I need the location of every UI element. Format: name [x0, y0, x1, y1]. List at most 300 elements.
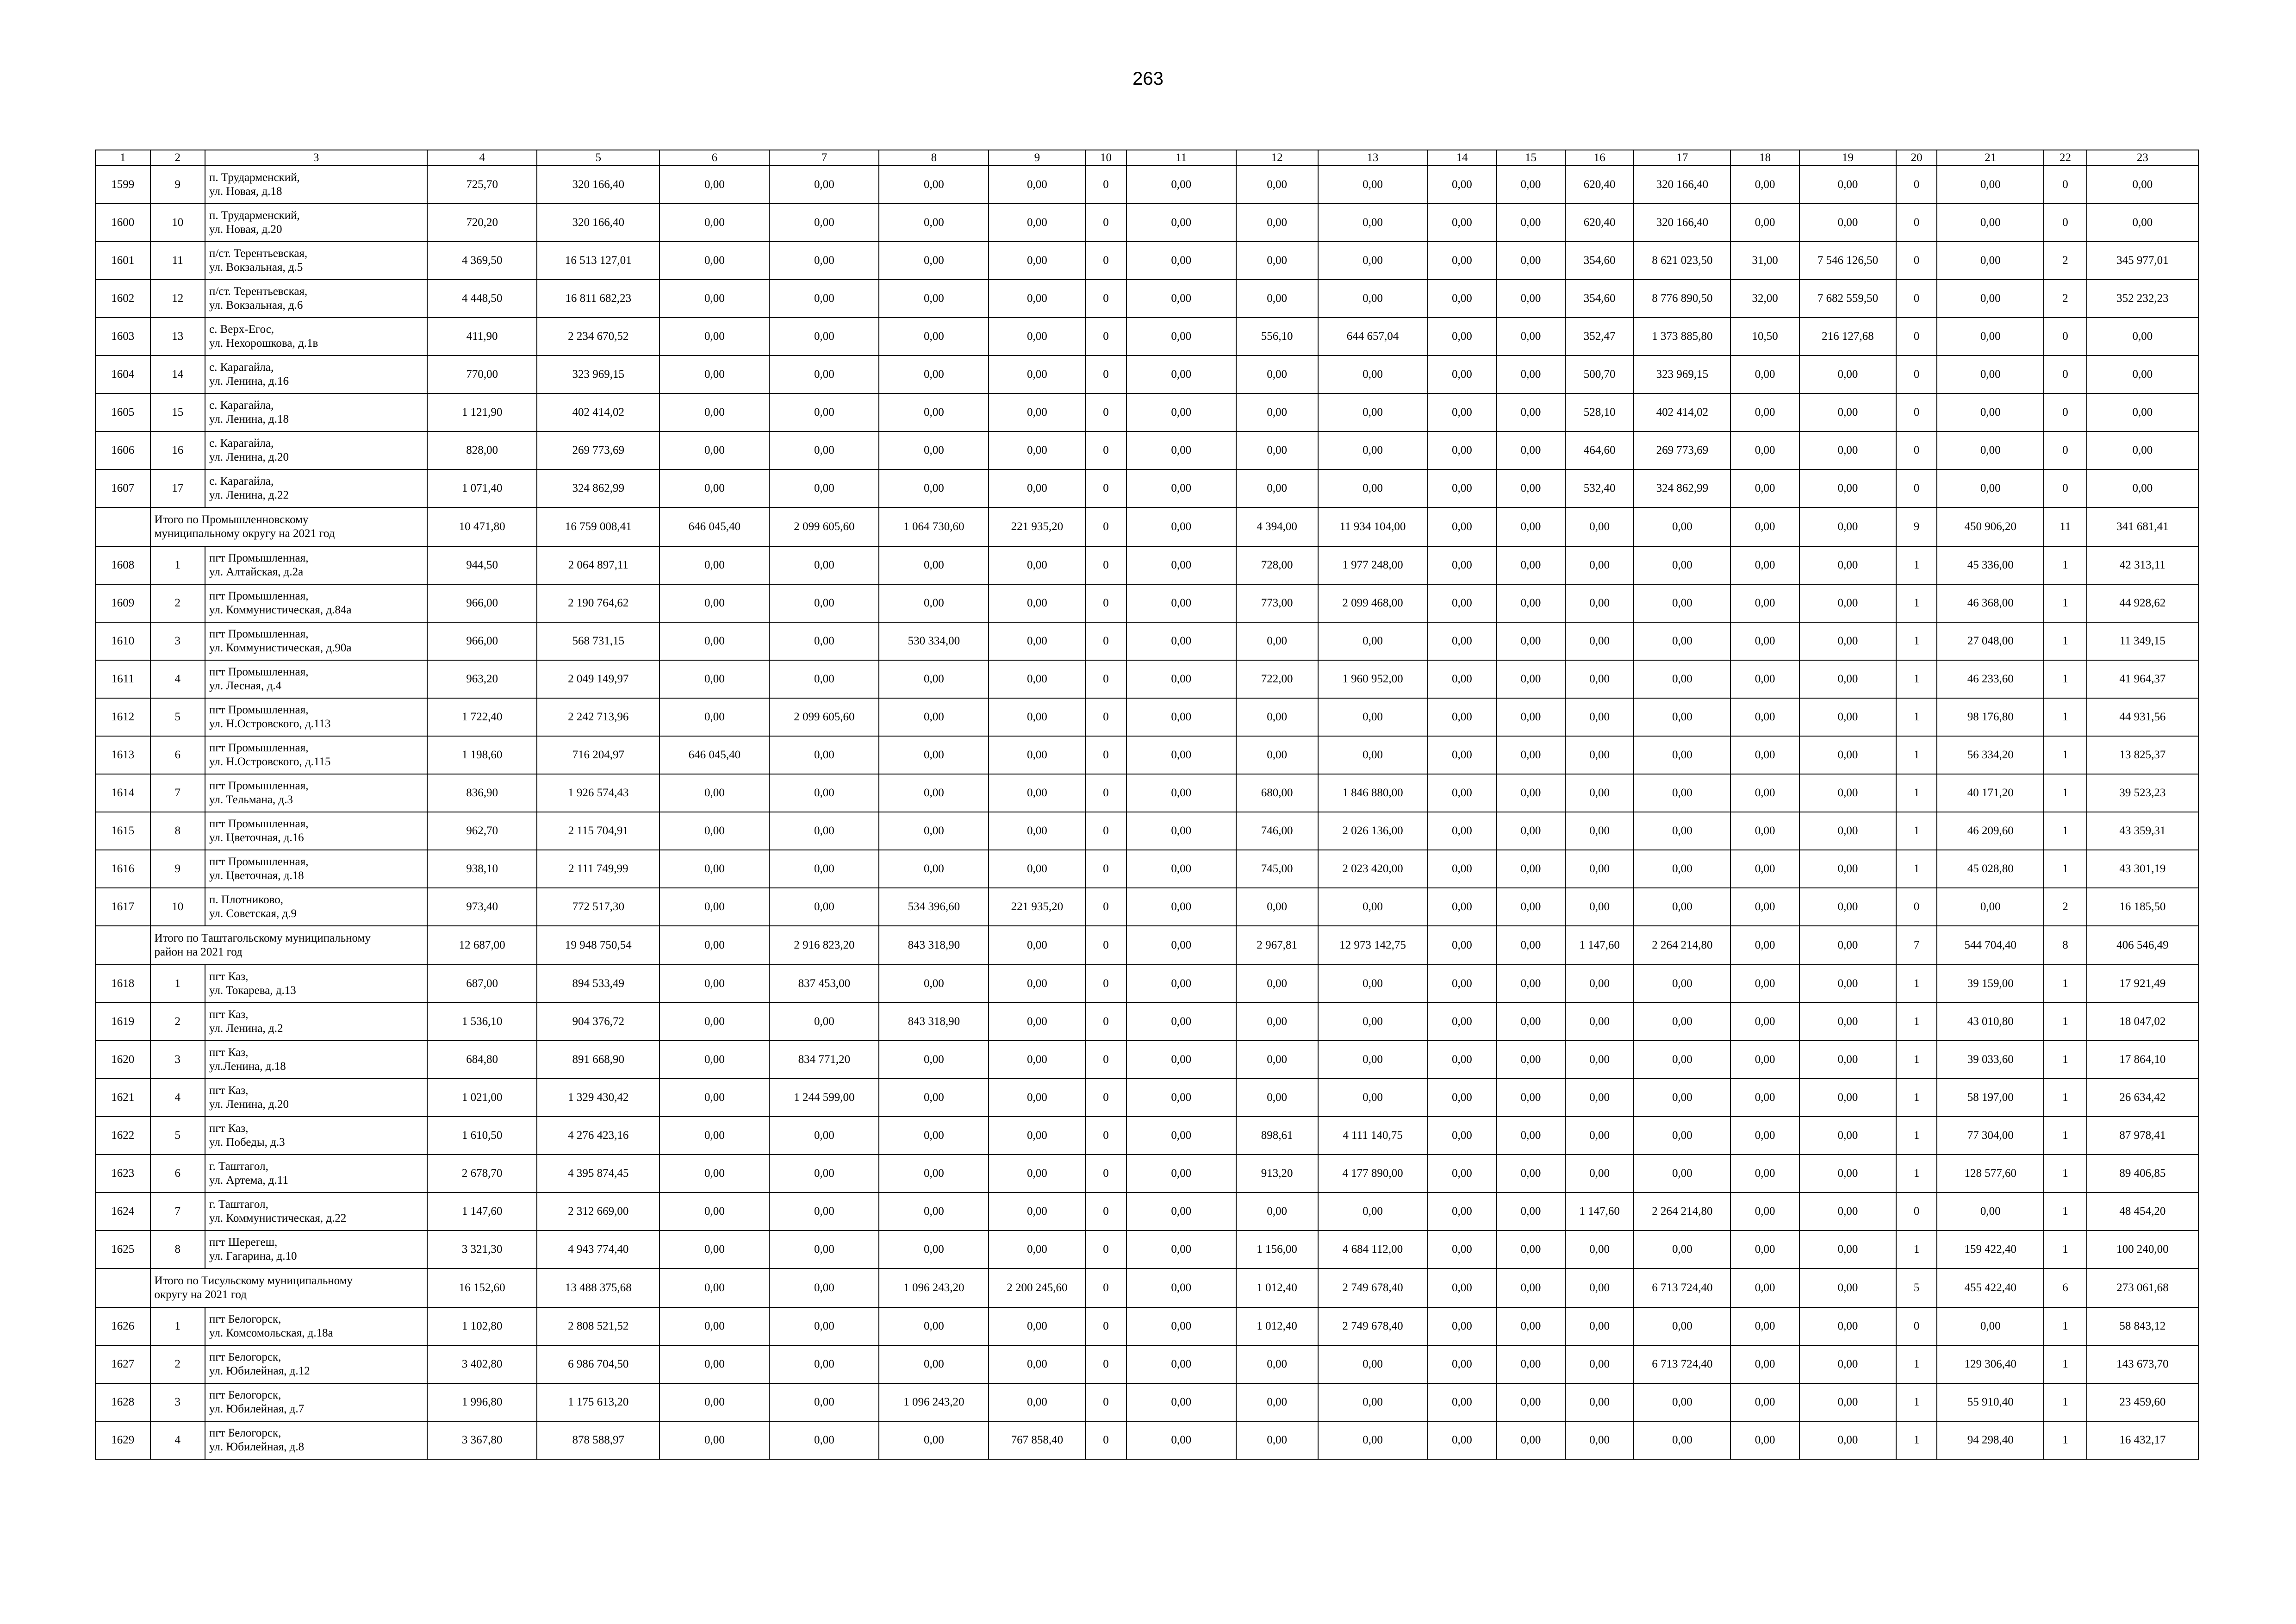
row-number-cell: 16: [150, 431, 205, 469]
address-street: ул. Победы, д.3: [209, 1136, 285, 1149]
column-number-header: 3: [205, 150, 427, 166]
value-cell: 0,00: [879, 1193, 989, 1230]
value-cell: 0,00: [1496, 1003, 1565, 1041]
value-cell: 0,00: [1634, 622, 1730, 660]
value-cell: 42 313,11: [2087, 546, 2198, 584]
column-number-header: 12: [1236, 150, 1318, 166]
value-cell: 0,00: [1496, 507, 1565, 546]
value-cell: 0,00: [989, 850, 1085, 888]
value-cell: 2 264 214,80: [1634, 1193, 1730, 1230]
address-locality: п. Плотниково,: [209, 893, 284, 906]
value-cell: 0,00: [1428, 318, 1497, 356]
address-cell: [205, 469, 427, 507]
value-cell: 0,00: [660, 318, 769, 356]
row-number-cell: 3: [150, 1041, 205, 1079]
value-cell: 0,00: [1730, 584, 1799, 622]
value-cell: 0,00: [1799, 850, 1896, 888]
value-cell: 0,00: [1496, 1421, 1565, 1459]
value-cell: 9: [1896, 507, 1937, 546]
value-cell: 1: [1896, 698, 1937, 736]
value-cell: 836,90: [427, 774, 537, 812]
address-cell: [205, 812, 427, 850]
value-cell: 0: [1085, 926, 1126, 965]
row-id-cell: 1624: [95, 1193, 150, 1230]
value-cell: 1: [2044, 736, 2086, 774]
value-cell: 0,00: [1236, 394, 1318, 431]
value-cell: 3 367,80: [427, 1421, 537, 1459]
value-cell: 0,00: [769, 204, 879, 242]
value-cell: 0,00: [769, 280, 879, 318]
value-cell: 0,00: [1799, 394, 1896, 431]
subtotal-empty-cell: [95, 926, 150, 965]
value-cell: 0,00: [1937, 469, 2044, 507]
value-cell: 0,00: [1126, 926, 1236, 965]
value-cell: 2: [2044, 280, 2086, 318]
value-cell: 0,00: [1730, 660, 1799, 698]
subtotal-label: [150, 926, 428, 965]
value-cell: 716 204,97: [537, 736, 660, 774]
value-cell: 4 448,50: [427, 280, 537, 318]
address-cell: [205, 774, 427, 812]
value-cell: 0,00: [989, 584, 1085, 622]
address-street: ул. Коммунистическая, д.22: [209, 1212, 347, 1224]
table-row: [95, 280, 2198, 318]
value-cell: 0,00: [1126, 736, 1236, 774]
table-row: [95, 1041, 2198, 1079]
value-cell: 39 159,00: [1937, 965, 2044, 1003]
value-cell: 0,00: [1496, 356, 1565, 394]
value-cell: 0,00: [1937, 1193, 2044, 1230]
table-row: [95, 774, 2198, 812]
value-cell: 0,00: [1799, 812, 1896, 850]
value-cell: 7: [1896, 926, 1937, 965]
value-cell: 0: [1085, 356, 1126, 394]
value-cell: 0,00: [1730, 850, 1799, 888]
value-cell: 0,00: [1318, 1003, 1428, 1041]
value-cell: 0,00: [989, 1003, 1085, 1041]
table-row: [95, 1117, 2198, 1155]
value-cell: 0: [1085, 1155, 1126, 1193]
address-locality: пгт Промышленная,: [209, 590, 309, 602]
value-cell: 0,00: [1565, 660, 1634, 698]
value-cell: 898,61: [1236, 1117, 1318, 1155]
value-cell: 0,00: [1496, 965, 1565, 1003]
value-cell: 620,40: [1565, 166, 1634, 204]
value-cell: 0: [2044, 204, 2086, 242]
value-cell: 0: [2044, 469, 2086, 507]
value-cell: 0,00: [1799, 166, 1896, 204]
value-cell: 0: [1085, 394, 1126, 431]
value-cell: 0,00: [1937, 280, 2044, 318]
value-cell: 0,00: [1318, 280, 1428, 318]
value-cell: 1: [1896, 622, 1937, 660]
column-number-header: 17: [1634, 150, 1730, 166]
address-cell: [205, 1345, 427, 1383]
table-row: [95, 1383, 2198, 1421]
value-cell: 687,00: [427, 965, 537, 1003]
value-cell: 0,00: [1428, 774, 1497, 812]
value-cell: 0,00: [1126, 1421, 1236, 1459]
value-cell: 0,00: [1799, 584, 1896, 622]
value-cell: 0,00: [1634, 1307, 1730, 1345]
row-id-cell: 1619: [95, 1003, 150, 1041]
value-cell: 0,00: [1496, 204, 1565, 242]
value-cell: 0,00: [1496, 736, 1565, 774]
column-number-header: 9: [989, 150, 1085, 166]
value-cell: 0,00: [769, 736, 879, 774]
value-cell: 1 064 730,60: [879, 507, 989, 546]
value-cell: 4 395 874,45: [537, 1155, 660, 1193]
value-cell: 620,40: [1565, 204, 1634, 242]
value-cell: 0,00: [2087, 431, 2198, 469]
value-cell: 11: [2044, 507, 2086, 546]
value-cell: 0,00: [989, 1345, 1085, 1383]
value-cell: 0: [2044, 431, 2086, 469]
table-row: [95, 356, 2198, 394]
value-cell: 0,00: [1634, 584, 1730, 622]
value-cell: 46 368,00: [1937, 584, 2044, 622]
value-cell: 6 713 724,40: [1634, 1268, 1730, 1307]
value-cell: 0,00: [1730, 166, 1799, 204]
address-cell: [205, 660, 427, 698]
row-id-cell: 1603: [95, 318, 150, 356]
value-cell: 0,00: [1730, 1383, 1799, 1421]
value-cell: 87 978,41: [2087, 1117, 2198, 1155]
column-number-header: 15: [1496, 150, 1565, 166]
value-cell: 18 047,02: [2087, 1003, 2198, 1041]
value-cell: 0,00: [1428, 507, 1497, 546]
value-cell: 0,00: [1496, 166, 1565, 204]
value-cell: 11 349,15: [2087, 622, 2198, 660]
row-id-cell: 1626: [95, 1307, 150, 1345]
value-cell: 56 334,20: [1937, 736, 2044, 774]
value-cell: 0,00: [1496, 774, 1565, 812]
value-cell: 0,00: [1318, 736, 1428, 774]
value-cell: 0: [1085, 584, 1126, 622]
value-cell: 0,00: [769, 546, 879, 584]
value-cell: 2 190 764,62: [537, 584, 660, 622]
value-cell: 0,00: [1799, 1079, 1896, 1117]
value-cell: 0: [1085, 812, 1126, 850]
row-number-cell: 10: [150, 204, 205, 242]
value-cell: 0,00: [769, 1383, 879, 1421]
subtotal-empty-cell: [95, 507, 150, 546]
value-cell: 938,10: [427, 850, 537, 888]
value-cell: 0: [1896, 431, 1937, 469]
value-cell: 27 048,00: [1937, 622, 2044, 660]
value-cell: 0,00: [1730, 965, 1799, 1003]
value-cell: 2: [2044, 242, 2086, 280]
value-cell: 0,00: [989, 1230, 1085, 1268]
value-cell: 2 967,81: [1236, 926, 1318, 965]
value-cell: 0,00: [1730, 546, 1799, 584]
value-cell: 0,00: [1799, 965, 1896, 1003]
value-cell: 0,00: [2087, 318, 2198, 356]
value-cell: 0,00: [989, 280, 1085, 318]
value-cell: 0: [1085, 774, 1126, 812]
value-cell: 1 198,60: [427, 736, 537, 774]
value-cell: 0,00: [879, 584, 989, 622]
value-cell: 0,00: [1126, 1307, 1236, 1345]
value-cell: 1: [1896, 1383, 1937, 1421]
value-cell: 0,00: [1730, 622, 1799, 660]
value-cell: 646 045,40: [660, 507, 769, 546]
value-cell: 0,00: [1565, 1268, 1634, 1307]
value-cell: 843 318,90: [879, 1003, 989, 1041]
value-cell: 0,00: [1730, 1345, 1799, 1383]
value-cell: 0,00: [989, 698, 1085, 736]
value-cell: 0,00: [1634, 660, 1730, 698]
row-id-cell: 1613: [95, 736, 150, 774]
value-cell: 0,00: [1428, 888, 1497, 926]
address-locality: пгт Каз,: [209, 1008, 249, 1021]
value-cell: 0,00: [769, 622, 879, 660]
value-cell: 0,00: [879, 812, 989, 850]
value-cell: 4 684 112,00: [1318, 1230, 1428, 1268]
value-cell: 1 996,80: [427, 1383, 537, 1421]
value-cell: 94 298,40: [1937, 1421, 2044, 1459]
value-cell: 0,00: [1496, 850, 1565, 888]
value-cell: 0,00: [660, 1155, 769, 1193]
value-cell: 0,00: [1428, 546, 1497, 584]
table-row: [95, 850, 2198, 888]
value-cell: 1 156,00: [1236, 1230, 1318, 1268]
value-cell: 0,00: [989, 1155, 1085, 1193]
value-cell: 269 773,69: [1634, 431, 1730, 469]
value-cell: 0,00: [1634, 1230, 1730, 1268]
value-cell: 834 771,20: [769, 1041, 879, 1079]
value-cell: 2 200 245,60: [989, 1268, 1085, 1307]
subtotal-label: [150, 507, 428, 546]
value-cell: 0,00: [1799, 1345, 1896, 1383]
value-cell: 0,00: [1236, 1193, 1318, 1230]
value-cell: 530 334,00: [879, 622, 989, 660]
row-id-cell: 1599: [95, 166, 150, 204]
address-locality: с. Карагайла,: [209, 475, 274, 487]
value-cell: 6 713 724,40: [1634, 1345, 1730, 1383]
column-number-header: 18: [1730, 150, 1799, 166]
value-cell: 0,00: [660, 660, 769, 698]
column-number-header-row: [95, 150, 2198, 166]
value-cell: 0: [1085, 1003, 1126, 1041]
value-cell: 0,00: [1428, 622, 1497, 660]
value-cell: 0,00: [1565, 507, 1634, 546]
value-cell: 1 373 885,80: [1634, 318, 1730, 356]
value-cell: 0,00: [1799, 546, 1896, 584]
value-cell: 0,00: [1634, 1117, 1730, 1155]
value-cell: 4 111 140,75: [1318, 1117, 1428, 1155]
value-cell: 966,00: [427, 584, 537, 622]
value-cell: 0,00: [1634, 1041, 1730, 1079]
value-cell: 0,00: [879, 1117, 989, 1155]
address-cell: [205, 1307, 427, 1345]
value-cell: 0,00: [2087, 166, 2198, 204]
value-cell: 0,00: [1496, 242, 1565, 280]
value-cell: 1 121,90: [427, 394, 537, 431]
value-cell: 1: [1896, 1003, 1937, 1041]
value-cell: 0,00: [1428, 1003, 1497, 1041]
value-cell: 0,00: [1428, 1307, 1497, 1345]
value-cell: 680,00: [1236, 774, 1318, 812]
subtotal-label-line: Итого по Тисульскому муниципальному: [154, 1274, 353, 1287]
value-cell: 0,00: [1937, 356, 2044, 394]
value-cell: 0,00: [1799, 698, 1896, 736]
value-cell: 221 935,20: [989, 507, 1085, 546]
table-row: [95, 1079, 2198, 1117]
subtotal-label-line: Итого по Таштагольскому муниципальному: [154, 932, 371, 944]
subtotal-row: [95, 1268, 2198, 1307]
value-cell: 0,00: [1428, 660, 1497, 698]
value-cell: 0,00: [1634, 774, 1730, 812]
value-cell: 0: [1896, 166, 1937, 204]
value-cell: 2 749 678,40: [1318, 1307, 1428, 1345]
value-cell: 0,00: [1496, 1155, 1565, 1193]
value-cell: 0: [2044, 394, 2086, 431]
value-cell: 0,00: [1565, 1307, 1634, 1345]
value-cell: 1: [2044, 812, 2086, 850]
value-cell: 0,00: [1730, 1193, 1799, 1230]
value-cell: 0,00: [1318, 622, 1428, 660]
value-cell: 0,00: [660, 698, 769, 736]
row-number-cell: 5: [150, 1117, 205, 1155]
address-locality: с. Карагайла,: [209, 361, 274, 374]
value-cell: 352 232,23: [2087, 280, 2198, 318]
value-cell: 0,00: [660, 1307, 769, 1345]
value-cell: 1 329 430,42: [537, 1079, 660, 1117]
value-cell: 0,00: [1634, 888, 1730, 926]
value-cell: 10,50: [1730, 318, 1799, 356]
value-cell: 0,00: [1428, 280, 1497, 318]
value-cell: 0,00: [660, 469, 769, 507]
value-cell: 0,00: [879, 965, 989, 1003]
value-cell: 0,00: [1799, 1193, 1896, 1230]
value-cell: 0,00: [1634, 698, 1730, 736]
address-cell: [205, 850, 427, 888]
value-cell: 0,00: [1565, 1230, 1634, 1268]
value-cell: 725,70: [427, 166, 537, 204]
value-cell: 0,00: [1565, 584, 1634, 622]
value-cell: 0,00: [769, 1003, 879, 1041]
value-cell: 16 432,17: [2087, 1421, 2198, 1459]
value-cell: 0,00: [1634, 1155, 1730, 1193]
value-cell: 0,00: [1428, 394, 1497, 431]
value-cell: 0,00: [769, 431, 879, 469]
value-cell: 1: [1896, 1117, 1937, 1155]
address-locality: пгт Белогорск,: [209, 1427, 281, 1439]
address-locality: п/ст. Терентьевская,: [209, 285, 308, 298]
table-row: [95, 965, 2198, 1003]
value-cell: 0,00: [1634, 1079, 1730, 1117]
value-cell: 0,00: [1730, 1079, 1799, 1117]
value-cell: 0,00: [769, 356, 879, 394]
value-cell: 0,00: [879, 698, 989, 736]
value-cell: 0,00: [1126, 546, 1236, 584]
address-street: ул. Ленина, д.2: [209, 1022, 283, 1035]
value-cell: 1 926 574,43: [537, 774, 660, 812]
value-cell: 0: [1085, 546, 1126, 584]
table-row: [95, 660, 2198, 698]
value-cell: 0,00: [1799, 507, 1896, 546]
value-cell: 4 276 423,16: [537, 1117, 660, 1155]
value-cell: 2 264 214,80: [1634, 926, 1730, 965]
value-cell: 0,00: [1318, 888, 1428, 926]
value-cell: 745,00: [1236, 850, 1318, 888]
value-cell: 1: [2044, 1117, 2086, 1155]
row-number-cell: 10: [150, 888, 205, 926]
value-cell: 16 513 127,01: [537, 242, 660, 280]
address-locality: п. Трударменский,: [209, 171, 300, 184]
subtotal-row: [95, 926, 2198, 965]
value-cell: 17 864,10: [2087, 1041, 2198, 1079]
value-cell: 0: [1085, 965, 1126, 1003]
value-cell: 0,00: [1565, 1421, 1634, 1459]
value-cell: 0,00: [1799, 1307, 1896, 1345]
value-cell: 0,00: [1428, 1041, 1497, 1079]
value-cell: 0,00: [660, 1268, 769, 1307]
address-locality: пгт Белогорск,: [209, 1389, 281, 1401]
value-cell: 98 176,80: [1937, 698, 2044, 736]
table-row: [95, 318, 2198, 356]
value-cell: 722,00: [1236, 660, 1318, 698]
value-cell: 1: [2044, 1193, 2086, 1230]
row-number-cell: 8: [150, 812, 205, 850]
value-cell: 0,00: [879, 431, 989, 469]
value-cell: 1: [2044, 546, 2086, 584]
value-cell: 0: [1085, 850, 1126, 888]
address-cell: [205, 394, 427, 431]
value-cell: 0,00: [1428, 698, 1497, 736]
value-cell: 0,00: [1236, 356, 1318, 394]
row-id-cell: 1615: [95, 812, 150, 850]
value-cell: 0,00: [1236, 431, 1318, 469]
value-cell: 0,00: [1496, 469, 1565, 507]
value-cell: 402 414,02: [1634, 394, 1730, 431]
value-cell: 0,00: [1318, 356, 1428, 394]
value-cell: 773,00: [1236, 584, 1318, 622]
value-cell: 0: [1896, 394, 1937, 431]
value-cell: 0,00: [1799, 774, 1896, 812]
value-cell: 23 459,60: [2087, 1383, 2198, 1421]
value-cell: 1 147,60: [1565, 1193, 1634, 1230]
value-cell: 0,00: [1730, 431, 1799, 469]
column-number-header: 16: [1565, 150, 1634, 166]
value-cell: 0,00: [660, 965, 769, 1003]
value-cell: 0,00: [1634, 546, 1730, 584]
address-street: ул. Вокзальная, д.6: [209, 299, 303, 312]
value-cell: 1: [2044, 1307, 2086, 1345]
row-id-cell: 1609: [95, 584, 150, 622]
value-cell: 0,00: [1318, 965, 1428, 1003]
value-cell: 0,00: [1565, 1117, 1634, 1155]
address-locality: пгт Каз,: [209, 1046, 249, 1059]
value-cell: 0: [1085, 698, 1126, 736]
address-cell: [205, 965, 427, 1003]
value-cell: 0: [1085, 736, 1126, 774]
address-street: ул. Алтайская, д.2а: [209, 566, 304, 578]
value-cell: 0,00: [1799, 204, 1896, 242]
value-cell: 0,00: [1318, 431, 1428, 469]
address-cell: [205, 1193, 427, 1230]
value-cell: 644 657,04: [1318, 318, 1428, 356]
value-cell: 0,00: [1565, 1003, 1634, 1041]
column-number-header: 19: [1799, 150, 1896, 166]
value-cell: 0,00: [1126, 812, 1236, 850]
value-cell: 2 312 669,00: [537, 1193, 660, 1230]
address-street: ул. Ленина, д.22: [209, 489, 289, 501]
address-street: ул. Коммунистическая, д.84а: [209, 604, 352, 616]
value-cell: 0,00: [1496, 431, 1565, 469]
value-cell: 1 244 599,00: [769, 1079, 879, 1117]
